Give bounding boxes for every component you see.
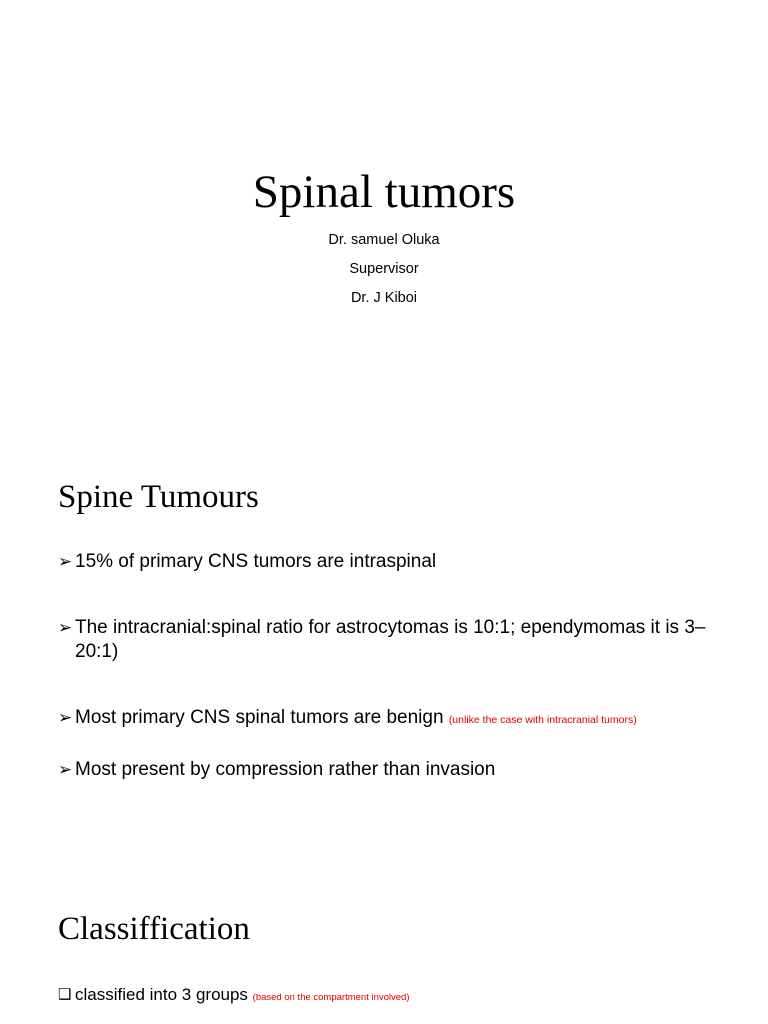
bullet-text: Most present by compression rather than invasion bbox=[75, 759, 496, 780]
bullet-text: Most primary CNS spinal tumors are benign bbox=[75, 707, 449, 728]
supervisor-label: Supervisor bbox=[349, 261, 419, 277]
arrow-bullet-icon: ➢ bbox=[58, 552, 73, 571]
bullet-text: 15% of primary CNS tumors are intraspinal bbox=[75, 551, 437, 572]
arrow-bullet-icon: ➢ bbox=[58, 618, 73, 637]
arrow-bullet-icon: ➢ bbox=[58, 760, 73, 779]
bullet-note: (based on the compartment involved) bbox=[252, 992, 410, 1003]
list-item bbox=[58, 983, 738, 1010]
list-item bbox=[58, 706, 738, 732]
classification-heading: Classiffication bbox=[58, 911, 250, 947]
list-item bbox=[58, 758, 738, 782]
square-bullet-icon: ❑ bbox=[58, 986, 72, 1003]
spine-tumours-heading: Spine Tumours bbox=[58, 479, 259, 515]
list-item bbox=[58, 616, 738, 664]
supervisor-name: Dr. J Kiboi bbox=[350, 290, 418, 306]
title-subtitle bbox=[0, 226, 768, 313]
bullet-note: (unlike the case with intracranial tumors) bbox=[448, 714, 637, 726]
arrow-bullet-icon: ➢ bbox=[58, 708, 73, 727]
author-name: Dr. samuel Oluka bbox=[328, 232, 440, 248]
bullet-text: The intracranial:spinal ratio for astrocytomas is 10:1; ependymomas it is 3–20:1) bbox=[75, 617, 706, 662]
bullet-text: classified into 3 groups bbox=[75, 985, 253, 1004]
slide-title: Spinal tumors bbox=[252, 166, 516, 218]
title-slide bbox=[0, 0, 768, 420]
list-item bbox=[58, 550, 738, 574]
